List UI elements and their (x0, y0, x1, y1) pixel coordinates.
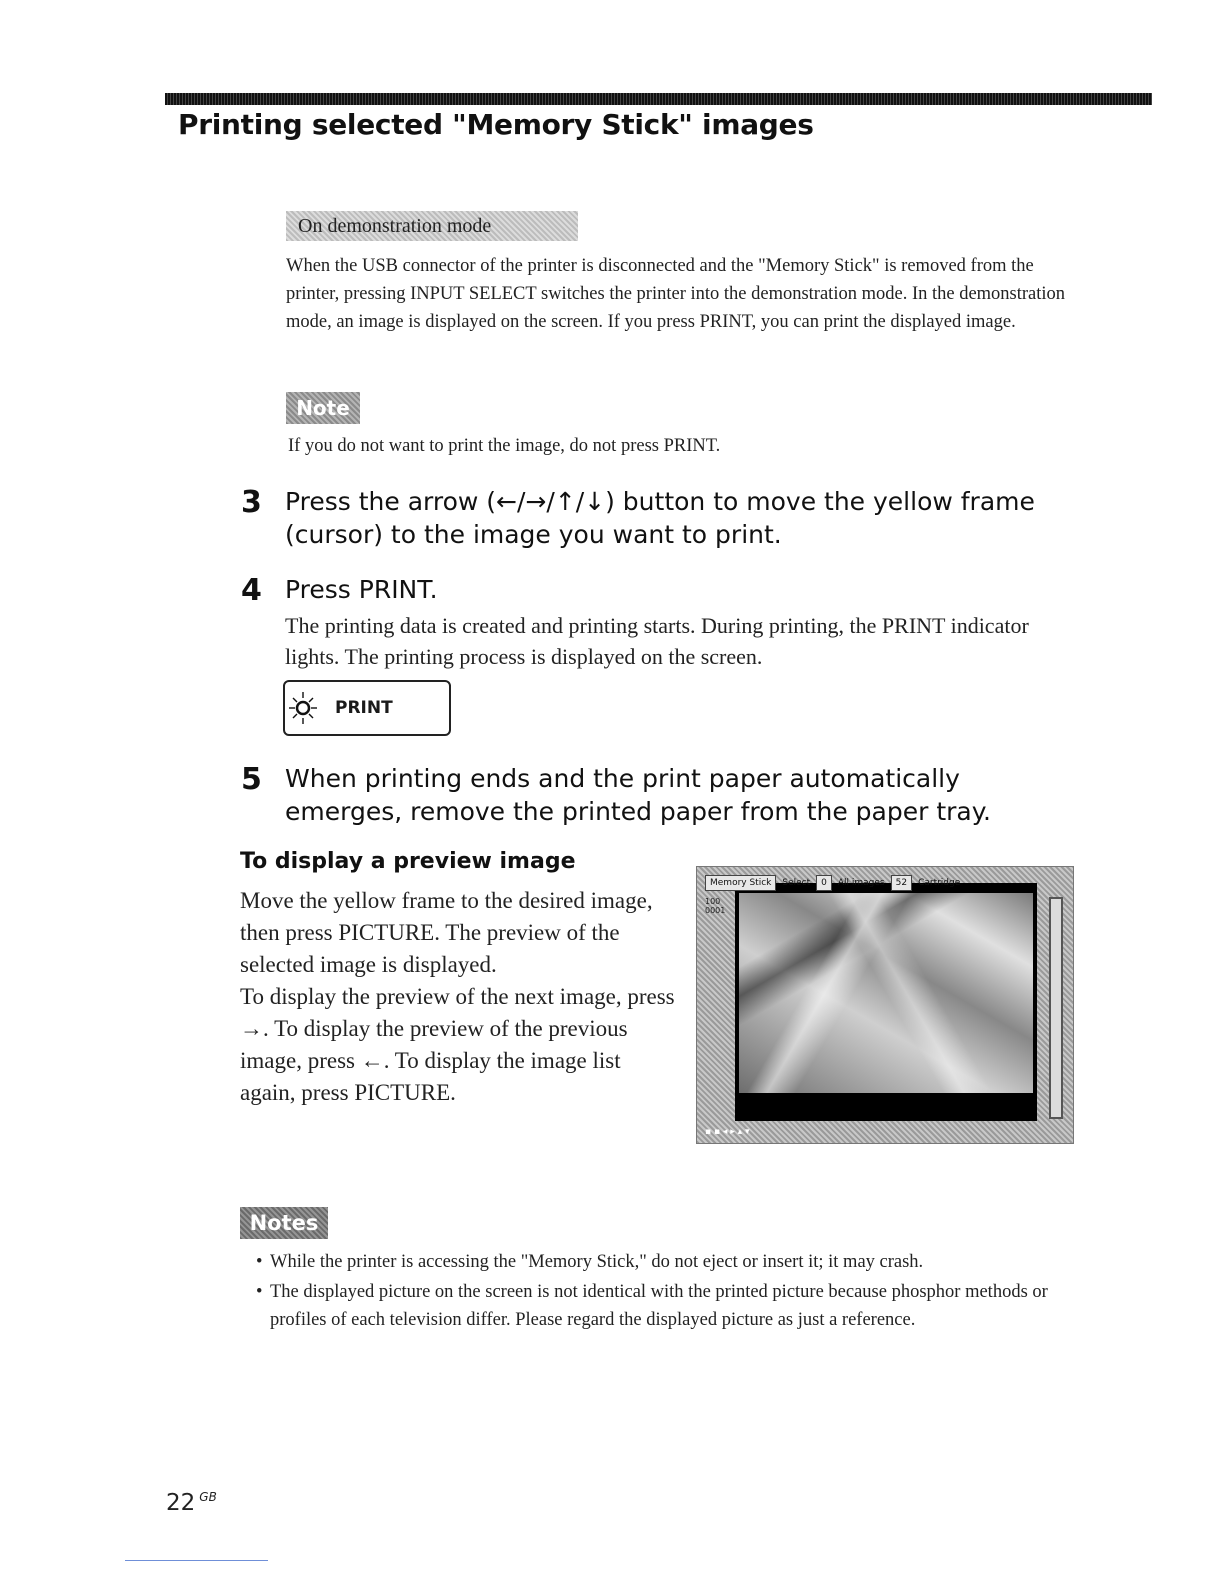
print-lamp-icon (287, 688, 327, 728)
note-text: If you do not want to print the image, do not press PRINT. (288, 436, 721, 456)
preview-photo (739, 893, 1033, 1093)
list-item: • The displayed picture on the screen is not identical with the printed picture because phosphor methods or profiles of each television differ. Please regard the displayed picture as just a reference. (256, 1278, 1056, 1334)
demo-mode-label: On demonstration mode (286, 211, 578, 241)
screen-select-label: Select (782, 878, 811, 888)
page-number-value: 22 (166, 1490, 196, 1516)
step-5-number: 5 (241, 762, 262, 797)
preview-para-1: Move the yellow frame to the desired image, then press PICTURE. The preview of the selected image is displayed. (240, 888, 653, 977)
step-4-body: The printing data is created and printing starts. During printing, the PRINT indicator lights. The printing process is displayed on the screen. (285, 613, 1029, 669)
preview-text (240, 885, 680, 1109)
page-number-suffix: GB (199, 1490, 217, 1504)
preview-heading: To display a preview image (240, 849, 576, 874)
step-3-heading: Press the arrow (←/→/↑/↓) button to move the yellow frame (cursor) to the image you want to print. (285, 487, 1035, 549)
notes-label: Notes (240, 1207, 328, 1239)
screen-all-images-value: 52 (891, 875, 912, 891)
preview-para-2: To display the preview of the next image, press →. To display the preview of the previous image, press ←. To display the image list again, press PICTURE. (240, 984, 675, 1105)
preview-image-frame (735, 883, 1037, 1121)
notes-list (256, 1248, 1056, 1336)
note-label: Note (286, 392, 360, 424)
print-indicator-label: PRINT (335, 698, 393, 718)
screen-tab: Memory Stick (705, 875, 776, 891)
list-item: • While the printer is accessing the "Memory Stick," do not eject or insert it; it may crash. (256, 1248, 1056, 1276)
step-4-heading: Press PRINT. (285, 575, 438, 604)
print-indicator (283, 680, 451, 736)
page-number (166, 1490, 217, 1516)
header-rule (165, 93, 1152, 105)
screen-file: 0001 (705, 906, 726, 915)
step-3-number: 3 (241, 485, 262, 520)
screen-all-images-label: All images (837, 878, 885, 888)
screen-side-info (705, 897, 731, 1123)
screen-select-value: 0 (816, 875, 832, 891)
preview-screen-illustration (696, 866, 1074, 1144)
screen-status-bar (705, 873, 960, 893)
screen-scrollbar (1049, 897, 1063, 1119)
screen-cartridge-label: Cartridge (918, 878, 961, 888)
step-5-heading: When printing ends and the print paper automatically emerges, remove the printed paper from the paper tray. (285, 764, 991, 826)
screen-folder: 100 (705, 897, 721, 906)
screen-button-guide (705, 1125, 750, 1139)
footer-rule (125, 1560, 268, 1561)
screen-guide-icons: ▪ ▪ ◂ ▸ ▴ ▾ (705, 1127, 750, 1137)
demo-mode-text: When the USB connector of the printer is disconnected and the "Memory Stick" is removed from the printer, pressing INPUT SELECT switches the printer into the demonstration mode. In the demonstration mode, an image is displayed on the screen. If you press PRINT, you can print the displayed image. (286, 256, 1066, 332)
page-title: Printing selected "Memory Stick" images (178, 108, 814, 141)
step-4-number: 4 (241, 573, 262, 608)
